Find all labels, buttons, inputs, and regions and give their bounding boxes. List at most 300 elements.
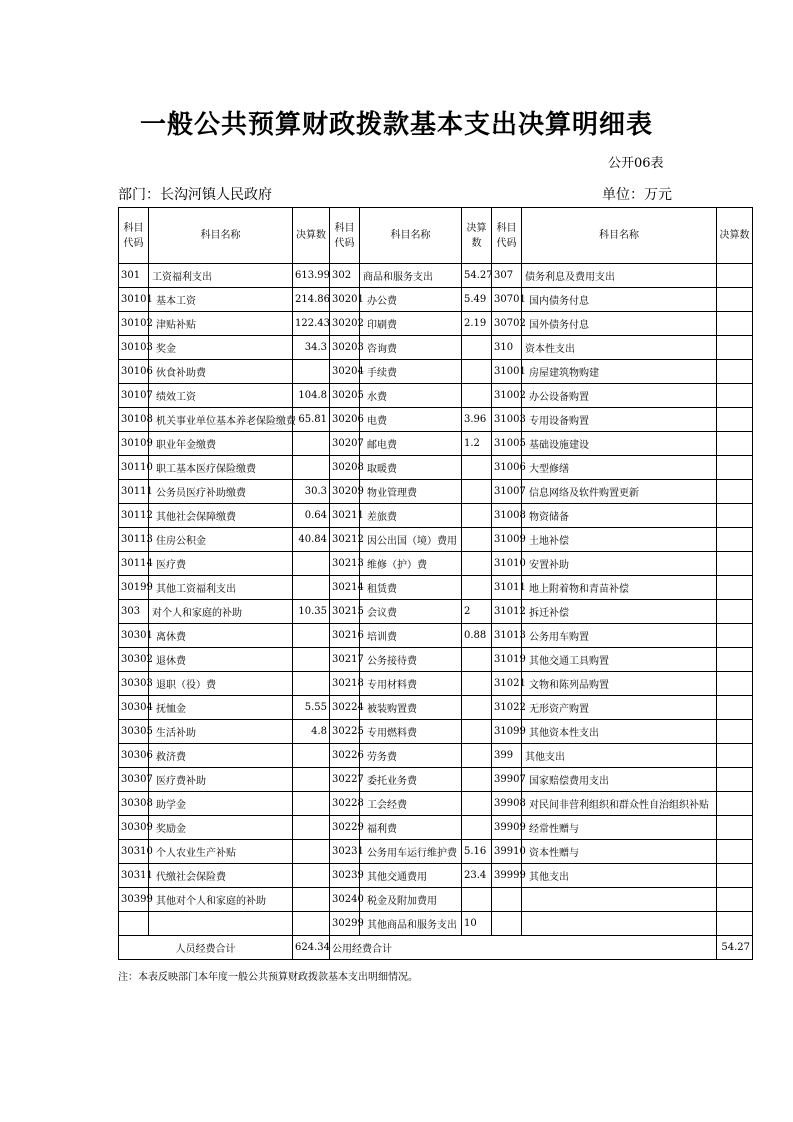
subject-code: 302 <box>330 264 360 288</box>
expenditure-table <box>118 207 753 960</box>
subject-code: 31019 <box>492 648 522 672</box>
subject-name: 职业年金缴费 <box>149 432 293 456</box>
subject-code: 30204 <box>330 360 360 384</box>
header-code: 科目代码 <box>119 208 149 264</box>
public-total-value: 54.27 <box>717 936 753 960</box>
subject-name: 印刷费 <box>360 312 462 336</box>
subject-name: 税金及附加费用 <box>360 888 462 912</box>
subject-code: 31012 <box>492 600 522 624</box>
amount-value: 5.55 <box>293 696 330 720</box>
subject-name: 公务用车运行维护费 <box>360 840 462 864</box>
subject-code: 31002 <box>492 384 522 408</box>
amount-value <box>293 888 330 912</box>
subject-name: 专用材料费 <box>360 672 462 696</box>
subject-name: 奖励金 <box>149 816 293 840</box>
table-row <box>119 624 753 648</box>
subject-code: 31006 <box>492 456 522 480</box>
subject-code: 30102 <box>119 312 149 336</box>
amount-value <box>293 768 330 792</box>
subject-name: 委托业务费 <box>360 768 462 792</box>
amount-value <box>717 912 753 936</box>
subject-code: 39907 <box>492 768 522 792</box>
subject-name: 培训费 <box>360 624 462 648</box>
subject-code: 31005 <box>492 432 522 456</box>
footnote: 注：本表反映部门本年度一般公共预算财政拨款基本支出明细情况。 <box>118 972 418 983</box>
amount-value: 0.64 <box>293 504 330 528</box>
subject-name: 其他交通费用 <box>360 864 462 888</box>
amount-value <box>717 336 753 360</box>
subject-code: 31003 <box>492 408 522 432</box>
table-row <box>119 408 753 432</box>
amount-value <box>462 528 492 552</box>
table-row <box>119 552 753 576</box>
amount-value <box>717 456 753 480</box>
subject-code: 30103 <box>119 336 149 360</box>
amount-value <box>717 840 753 864</box>
subject-code: 30207 <box>330 432 360 456</box>
amount-value <box>462 456 492 480</box>
subject-name: 工资福利支出 <box>149 264 293 288</box>
amount-value: 1.2 <box>462 432 492 456</box>
table-row <box>119 696 753 720</box>
subject-code: 30214 <box>330 576 360 600</box>
subject-code: 30212 <box>330 528 360 552</box>
subject-code: 30311 <box>119 864 149 888</box>
subject-code: 30225 <box>330 720 360 744</box>
header-name: 科目名称 <box>149 208 293 264</box>
amount-value: 65.81 <box>293 408 330 432</box>
header-amount: 决算数 <box>717 208 753 264</box>
subject-code: 30211 <box>330 504 360 528</box>
table-row <box>119 264 753 288</box>
amount-value <box>717 264 753 288</box>
subject-code: 31001 <box>492 360 522 384</box>
form-number: 公开06表 <box>608 156 664 171</box>
amount-value: 30.3 <box>293 480 330 504</box>
subject-name: 生活补助 <box>149 720 293 744</box>
subject-code: 30303 <box>119 672 149 696</box>
page-title: 一般公共预算财政拨款基本支出决算明细表 <box>139 110 653 140</box>
subject-name: 公务员医疗补助缴费 <box>149 480 293 504</box>
amount-value <box>462 672 492 696</box>
subject-name: 因公出国（境）费用 <box>360 528 462 552</box>
subject-code: 310 <box>492 336 522 360</box>
subject-name: 福利费 <box>360 816 462 840</box>
subject-code: 30226 <box>330 744 360 768</box>
amount-value: 122.43 <box>293 312 330 336</box>
amount-value <box>717 624 753 648</box>
subject-code: 31010 <box>492 552 522 576</box>
subject-name: 维修（护）费 <box>360 552 462 576</box>
subject-name: 退休费 <box>149 648 293 672</box>
subject-code: 30224 <box>330 696 360 720</box>
subject-name: 助学金 <box>149 792 293 816</box>
subject-name: 其他资本性支出 <box>522 720 717 744</box>
subject-name: 办公设备购置 <box>522 384 717 408</box>
subject-name: 电费 <box>360 408 462 432</box>
header-code: 科目代码 <box>492 208 522 264</box>
header-amount: 决算数 <box>462 208 492 264</box>
subject-code: 30215 <box>330 600 360 624</box>
department-label: 部门：长沟河镇人民政府 <box>118 187 272 203</box>
amount-value <box>462 720 492 744</box>
subject-name: 大型修缮 <box>522 456 717 480</box>
totals-row <box>119 936 753 960</box>
subject-code: 31021 <box>492 672 522 696</box>
subject-name: 住房公积金 <box>149 528 293 552</box>
amount-value <box>462 504 492 528</box>
subject-code: 303 <box>119 600 149 624</box>
amount-value: 2.19 <box>462 312 492 336</box>
amount-value: 40.84 <box>293 528 330 552</box>
subject-code: 30301 <box>119 624 149 648</box>
table-row <box>119 480 753 504</box>
subject-code: 30112 <box>119 504 149 528</box>
amount-value: 34.3 <box>293 336 330 360</box>
amount-value <box>717 552 753 576</box>
subject-name: 抚恤金 <box>149 696 293 720</box>
subject-code: 30228 <box>330 792 360 816</box>
subject-name: 信息网络及软件购置更新 <box>522 480 717 504</box>
subject-code: 30216 <box>330 624 360 648</box>
table-row <box>119 912 753 936</box>
amount-value: 2 <box>462 600 492 624</box>
subject-code: 30240 <box>330 888 360 912</box>
header-row <box>119 208 753 264</box>
subject-code: 39999 <box>492 864 522 888</box>
amount-value <box>462 768 492 792</box>
amount-value <box>717 288 753 312</box>
subject-code: 30199 <box>119 576 149 600</box>
subject-name: 代缴社会保险费 <box>149 864 293 888</box>
subject-name: 安置补助 <box>522 552 717 576</box>
subject-code: 30227 <box>330 768 360 792</box>
amount-value <box>293 912 330 936</box>
subject-name: 劳务费 <box>360 744 462 768</box>
subject-code: 30209 <box>330 480 360 504</box>
subject-name: 国外债务付息 <box>522 312 717 336</box>
amount-value <box>462 696 492 720</box>
subject-code: 30205 <box>330 384 360 408</box>
subject-name: 救济费 <box>149 744 293 768</box>
amount-value: 0.88 <box>462 624 492 648</box>
amount-value <box>717 768 753 792</box>
subject-name: 其他商品和服务支出 <box>360 912 462 936</box>
amount-value <box>717 504 753 528</box>
subject-code: 30203 <box>330 336 360 360</box>
subject-code: 30213 <box>330 552 360 576</box>
amount-value <box>717 384 753 408</box>
subject-code: 30106 <box>119 360 149 384</box>
amount-value <box>293 456 330 480</box>
subject-name: 邮电费 <box>360 432 462 456</box>
subject-name: 物资储备 <box>522 504 717 528</box>
subject-code: 30229 <box>330 816 360 840</box>
personnel-total-value: 624.34 <box>293 936 330 960</box>
amount-value <box>293 648 330 672</box>
amount-value <box>717 360 753 384</box>
amount-value <box>462 744 492 768</box>
amount-value <box>717 648 753 672</box>
subject-code: 30299 <box>330 912 360 936</box>
table-row <box>119 672 753 696</box>
subject-code: 31009 <box>492 528 522 552</box>
amount-value <box>462 888 492 912</box>
subject-name: 医疗费 <box>149 552 293 576</box>
subject-name: 办公费 <box>360 288 462 312</box>
amount-value <box>293 432 330 456</box>
table-row <box>119 456 753 480</box>
subject-name: 无形资产购置 <box>522 696 717 720</box>
subject-name: 津贴补贴 <box>149 312 293 336</box>
amount-value <box>717 600 753 624</box>
subject-code: 30702 <box>492 312 522 336</box>
subject-code <box>492 888 522 912</box>
amount-value <box>717 432 753 456</box>
amount-value <box>717 864 753 888</box>
subject-code: 30113 <box>119 528 149 552</box>
subject-name: 离休费 <box>149 624 293 648</box>
subject-code: 30201 <box>330 288 360 312</box>
subject-name: 土地补偿 <box>522 528 717 552</box>
subject-name <box>522 912 717 936</box>
subject-code <box>492 912 522 936</box>
amount-value <box>717 672 753 696</box>
subject-name: 地上附着物和青苗补偿 <box>522 576 717 600</box>
amount-value <box>717 408 753 432</box>
amount-value <box>717 816 753 840</box>
subject-code: 30239 <box>330 864 360 888</box>
table-row <box>119 744 753 768</box>
subject-code: 30114 <box>119 552 149 576</box>
amount-value: 214.86 <box>293 288 330 312</box>
subject-code: 31008 <box>492 504 522 528</box>
amount-value: 10 <box>462 912 492 936</box>
amount-value <box>717 576 753 600</box>
amount-value <box>717 312 753 336</box>
subject-name: 差旅费 <box>360 504 462 528</box>
amount-value <box>293 840 330 864</box>
subject-name: 专用燃料费 <box>360 720 462 744</box>
amount-value <box>462 336 492 360</box>
amount-value <box>293 360 330 384</box>
personnel-total-label: 人员经费合计 <box>119 936 293 960</box>
amount-value <box>462 552 492 576</box>
subject-name: 工会经费 <box>360 792 462 816</box>
table-row <box>119 360 753 384</box>
subject-code: 31013 <box>492 624 522 648</box>
subject-name: 其他对个人和家庭的补助 <box>149 888 293 912</box>
amount-value <box>462 576 492 600</box>
table-row <box>119 768 753 792</box>
amount-value: 23.4 <box>462 864 492 888</box>
subject-name: 对民间非营利组织和群众性自治组织补贴 <box>522 792 717 816</box>
subject-name: 取暖费 <box>360 456 462 480</box>
header-amount: 决算数 <box>293 208 330 264</box>
table-row <box>119 792 753 816</box>
subject-name: 被装购置费 <box>360 696 462 720</box>
amount-value <box>717 744 753 768</box>
subject-name: 商品和服务支出 <box>360 264 462 288</box>
amount-value <box>293 552 330 576</box>
amount-value: 3.96 <box>462 408 492 432</box>
table-row <box>119 720 753 744</box>
subject-code: 30109 <box>119 432 149 456</box>
subject-code: 30108 <box>119 408 149 432</box>
subject-code: 39909 <box>492 816 522 840</box>
subject-name: 其他支出 <box>522 864 717 888</box>
table-row <box>119 888 753 912</box>
subject-name: 手续费 <box>360 360 462 384</box>
subject-name: 其他支出 <box>522 744 717 768</box>
subject-name: 其他工资福利支出 <box>149 576 293 600</box>
amount-value <box>293 816 330 840</box>
subject-code: 39910 <box>492 840 522 864</box>
subject-name: 个人农业生产补贴 <box>149 840 293 864</box>
subject-code: 31011 <box>492 576 522 600</box>
subject-code: 30302 <box>119 648 149 672</box>
subject-name: 拆迁补偿 <box>522 600 717 624</box>
subject-code: 30304 <box>119 696 149 720</box>
header-code: 科目代码 <box>330 208 360 264</box>
subject-code: 30202 <box>330 312 360 336</box>
subject-code: 30231 <box>330 840 360 864</box>
subject-code <box>119 912 149 936</box>
amount-value <box>293 792 330 816</box>
amount-value <box>462 792 492 816</box>
amount-value: 613.99 <box>293 264 330 288</box>
subject-name: 对个人和家庭的补助 <box>149 600 293 624</box>
subject-name: 伙食补助费 <box>149 360 293 384</box>
subject-code: 30306 <box>119 744 149 768</box>
subject-code: 30206 <box>330 408 360 432</box>
subject-name: 机关事业单位基本养老保险缴费 <box>149 408 293 432</box>
amount-value: 4.8 <box>293 720 330 744</box>
subject-name: 职工基本医疗保险缴费 <box>149 456 293 480</box>
header-name: 科目名称 <box>522 208 717 264</box>
subject-code: 30218 <box>330 672 360 696</box>
table-row <box>119 576 753 600</box>
subject-code: 31022 <box>492 696 522 720</box>
amount-value <box>717 696 753 720</box>
subject-name <box>522 888 717 912</box>
subject-code: 31007 <box>492 480 522 504</box>
subject-name: 公务用车购置 <box>522 624 717 648</box>
table-row <box>119 288 753 312</box>
subject-code: 31099 <box>492 720 522 744</box>
subject-name: 国家赔偿费用支出 <box>522 768 717 792</box>
subject-code: 30307 <box>119 768 149 792</box>
subject-name: 文物和陈列品购置 <box>522 672 717 696</box>
subject-name: 资本性赠与 <box>522 840 717 864</box>
subject-name <box>149 912 293 936</box>
subject-code: 30217 <box>330 648 360 672</box>
subject-code: 39908 <box>492 792 522 816</box>
table-row <box>119 336 753 360</box>
subject-name: 基础设施建设 <box>522 432 717 456</box>
subject-code: 30309 <box>119 816 149 840</box>
table-row <box>119 432 753 456</box>
header-name: 科目名称 <box>360 208 462 264</box>
unit-label: 单位：万元 <box>602 187 672 203</box>
subject-name: 物业管理费 <box>360 480 462 504</box>
amount-value: 54.27 <box>462 264 492 288</box>
table-row <box>119 504 753 528</box>
amount-value <box>462 384 492 408</box>
subject-code: 30111 <box>119 480 149 504</box>
amount-value <box>293 864 330 888</box>
subject-code: 30110 <box>119 456 149 480</box>
subject-name: 专用设备购置 <box>522 408 717 432</box>
public-total-label: 公用经费合计 <box>330 936 717 960</box>
table-row <box>119 384 753 408</box>
subject-name: 公务接待费 <box>360 648 462 672</box>
amount-value: 5.16 <box>462 840 492 864</box>
table-row <box>119 840 753 864</box>
amount-value <box>717 888 753 912</box>
subject-code: 301 <box>119 264 149 288</box>
amount-value <box>462 816 492 840</box>
table-row <box>119 864 753 888</box>
subject-name: 资本性支出 <box>522 336 717 360</box>
subject-name: 其他交通工具购置 <box>522 648 717 672</box>
subject-name: 其他社会保障缴费 <box>149 504 293 528</box>
amount-value <box>293 576 330 600</box>
amount-value <box>717 792 753 816</box>
subject-name: 退职（役）费 <box>149 672 293 696</box>
table-row <box>119 528 753 552</box>
subject-code: 30308 <box>119 792 149 816</box>
subject-name: 绩效工资 <box>149 384 293 408</box>
table-row <box>119 312 753 336</box>
amount-value <box>717 480 753 504</box>
subject-code: 30701 <box>492 288 522 312</box>
subject-name: 国内债务付息 <box>522 288 717 312</box>
subject-name: 租赁费 <box>360 576 462 600</box>
subject-code: 30107 <box>119 384 149 408</box>
amount-value <box>462 480 492 504</box>
amount-value <box>462 648 492 672</box>
subject-code: 307 <box>492 264 522 288</box>
subject-code: 30399 <box>119 888 149 912</box>
amount-value <box>293 672 330 696</box>
subject-name: 奖金 <box>149 336 293 360</box>
subject-name: 房屋建筑物购建 <box>522 360 717 384</box>
amount-value <box>717 528 753 552</box>
amount-value <box>462 360 492 384</box>
subject-code: 30208 <box>330 456 360 480</box>
subject-name: 经常性赠与 <box>522 816 717 840</box>
subject-code: 30101 <box>119 288 149 312</box>
subject-name: 会议费 <box>360 600 462 624</box>
subject-code: 30310 <box>119 840 149 864</box>
amount-value <box>293 744 330 768</box>
subject-code: 30305 <box>119 720 149 744</box>
table-row <box>119 648 753 672</box>
amount-value <box>717 720 753 744</box>
table-row <box>119 600 753 624</box>
table-row <box>119 816 753 840</box>
amount-value: 104.8 <box>293 384 330 408</box>
subject-name: 水费 <box>360 384 462 408</box>
subject-code: 399 <box>492 744 522 768</box>
subject-name: 债务利息及费用支出 <box>522 264 717 288</box>
amount-value <box>293 624 330 648</box>
amount-value: 10.35 <box>293 600 330 624</box>
subject-name: 基本工资 <box>149 288 293 312</box>
amount-value: 5.49 <box>462 288 492 312</box>
subject-name: 医疗费补助 <box>149 768 293 792</box>
